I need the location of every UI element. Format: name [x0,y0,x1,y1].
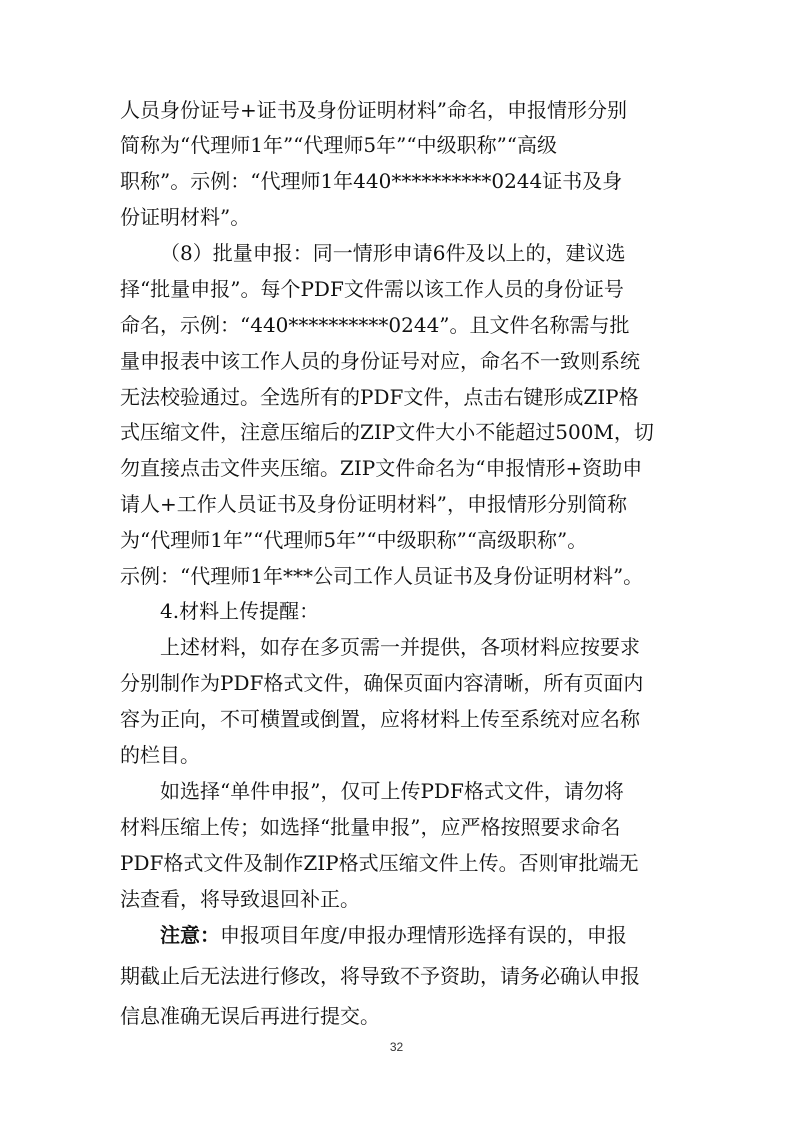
text-line: 如选择“单件申报”，仅可上传PDF格式文件，请勿将 [160,779,624,803]
text-line: 人员身份证号+证书及身份证明材料”命名，申报情形分别 [120,98,627,122]
text-line: 期截止后无法进行修改，将导致不予资助，请务必确认申报 [120,964,640,988]
text-line: 分别制作为PDF格式文件，确保页面内容清晰，所有页面内 [120,671,644,695]
text-line: 无法校验通过。全选所有的PDF文件，点击右键形成ZIP格 [120,385,639,409]
text-line: PDF格式文件及制作ZIP格式压缩文件上传。否则审批端无 [120,851,639,875]
text-line: 上述材料，如存在多页需一并提供，各项材料应按要求 [160,635,640,659]
text-line: 量申报表中该工作人员的身份证号对应，命名不一致则系统 [120,349,640,373]
text-line: 简称为“代理师1年”“代理师5年”“中级职称”“高级 [120,133,558,157]
text-line: 请人+工作人员证书及身份证明材料”，申报情形分别简称 [120,492,627,516]
text-line: 容为正向，不可横置或倒置，应将材料上传至系统对应名称 [120,707,640,731]
section-heading: 4.材料上传提醒： [160,599,320,623]
note-label: 注意： [160,923,220,947]
text-line: 信息准确无误后再进行提交。 [120,1004,380,1028]
text-line: 择“批量申报”。每个PDF文件需以该工作人员的身份证号 [120,277,624,301]
page-number: 32 [389,1040,404,1054]
text-line: 命名，示例：“440**********0244”。且文件名称需与批 [120,313,630,337]
text-line: 为“代理师1年”“代理师5年”“中级职称”“高级职称”。 [120,528,588,552]
text-line: 材料压缩上传；如选择“批量申报”，应严格按照要求命名 [120,815,621,839]
text-line: 法查看，将导致退回补正。 [120,887,360,911]
text-line: 示例：“代理师1年***公司工作人员证书及身份证明材料”。 [120,564,644,588]
note-text: 申报项目年度/申报办理情形选择有误的，申报 [220,923,627,947]
text-line: 职称”。示例：“代理师1年440**********0244证书及身 [120,169,623,193]
text-line: （8）批量申报：同一情形申请6件及以上的，建议选 [160,241,626,265]
text-line: 勿直接点击文件夹压缩。ZIP文件命名为“申报情形+资助申 [120,456,643,480]
text-line: 式压缩文件，注意压缩后的ZIP文件大小不能超过500M，切 [120,420,654,444]
text-line: 份证明材料”。 [120,205,251,229]
note-line [160,921,627,949]
text-line: 的栏目。 [120,743,200,767]
